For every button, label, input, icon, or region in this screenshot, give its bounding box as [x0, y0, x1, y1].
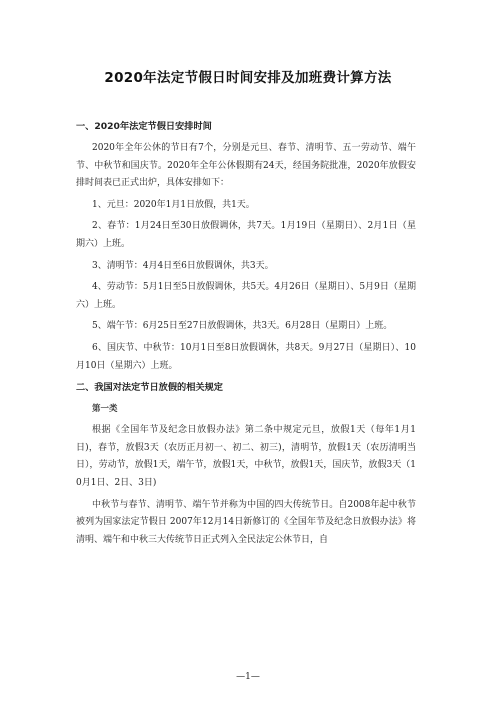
- holiday-item-labor-day: 4、劳动节：5月1日至5日放假调休，共5天。4月26日（星期日）、5月9日（星期六）上班。: [76, 282, 416, 310]
- holiday-item-dragon-boat: 5、端午节：6月25日至27日放假调休，共3天。6月28日（星期日）上班。: [92, 321, 393, 332]
- section-heading-regulations: 二、我国对法定节日放假的相关规定: [76, 382, 223, 394]
- page-number: —1—: [236, 672, 260, 682]
- holiday-item-qingming: 3、清明节：4月4日至6日放假调休，共3天。: [92, 260, 274, 271]
- document-title: 2020年法定节假日时间安排及加班费计算方法: [104, 70, 392, 86]
- mid-autumn-paragraph: 中秋节与春节、清明节、端午节并称为中国的四大传统节日。自2008年起中秋节被列为国家法定节假日 2007年12月14日新修订的《全国年节及纪念日放假办法》将清明、端午和中秋三大传统节日正式列入全民法定公休节日，自: [76, 499, 416, 545]
- holiday-item-spring-festival: 2、春节：1月24日至30日放假调休，共7天。1月19日（星期日）、2月1日（星期六）上班。: [76, 221, 416, 249]
- regulation-paragraph: 根据《全国年节及纪念日放假办法》第二条中规定元旦，放假1天（每年1月1日)，春节，放假3天（农历正月初一、初二、初三)，清明节，放假1天（农历清明当日），劳动节，放假1天，端午节，放假1天，中秋节，放假1天，国庆节，放假3天（10月1日、2日、3日): [76, 425, 416, 488]
- holiday-item-new-year: 1、元旦：2020年1月1日放假，共1天。: [92, 199, 255, 210]
- section-intro-paragraph: 2020年全年公休的节日有7个，分别是元旦、春节、清明节、五一劳动节、端午节、中秋节和国庆节。2020年全年公休假期有24天，经国务院批准，2020年放假安排时间表已正式出炉，具体安排如下：: [76, 143, 416, 189]
- subsection-label: 第一类: [92, 404, 118, 415]
- document-body: [76, 118, 416, 553]
- holiday-item-national-day: 6、国庆节、中秋节：10月1日至8日放假调休，共8天。9月27日（星期日）、10月10日（星期六）上班。: [76, 342, 416, 371]
- section-heading-holiday-schedule: 一、2020年法定节假日安排时间: [76, 121, 212, 132]
